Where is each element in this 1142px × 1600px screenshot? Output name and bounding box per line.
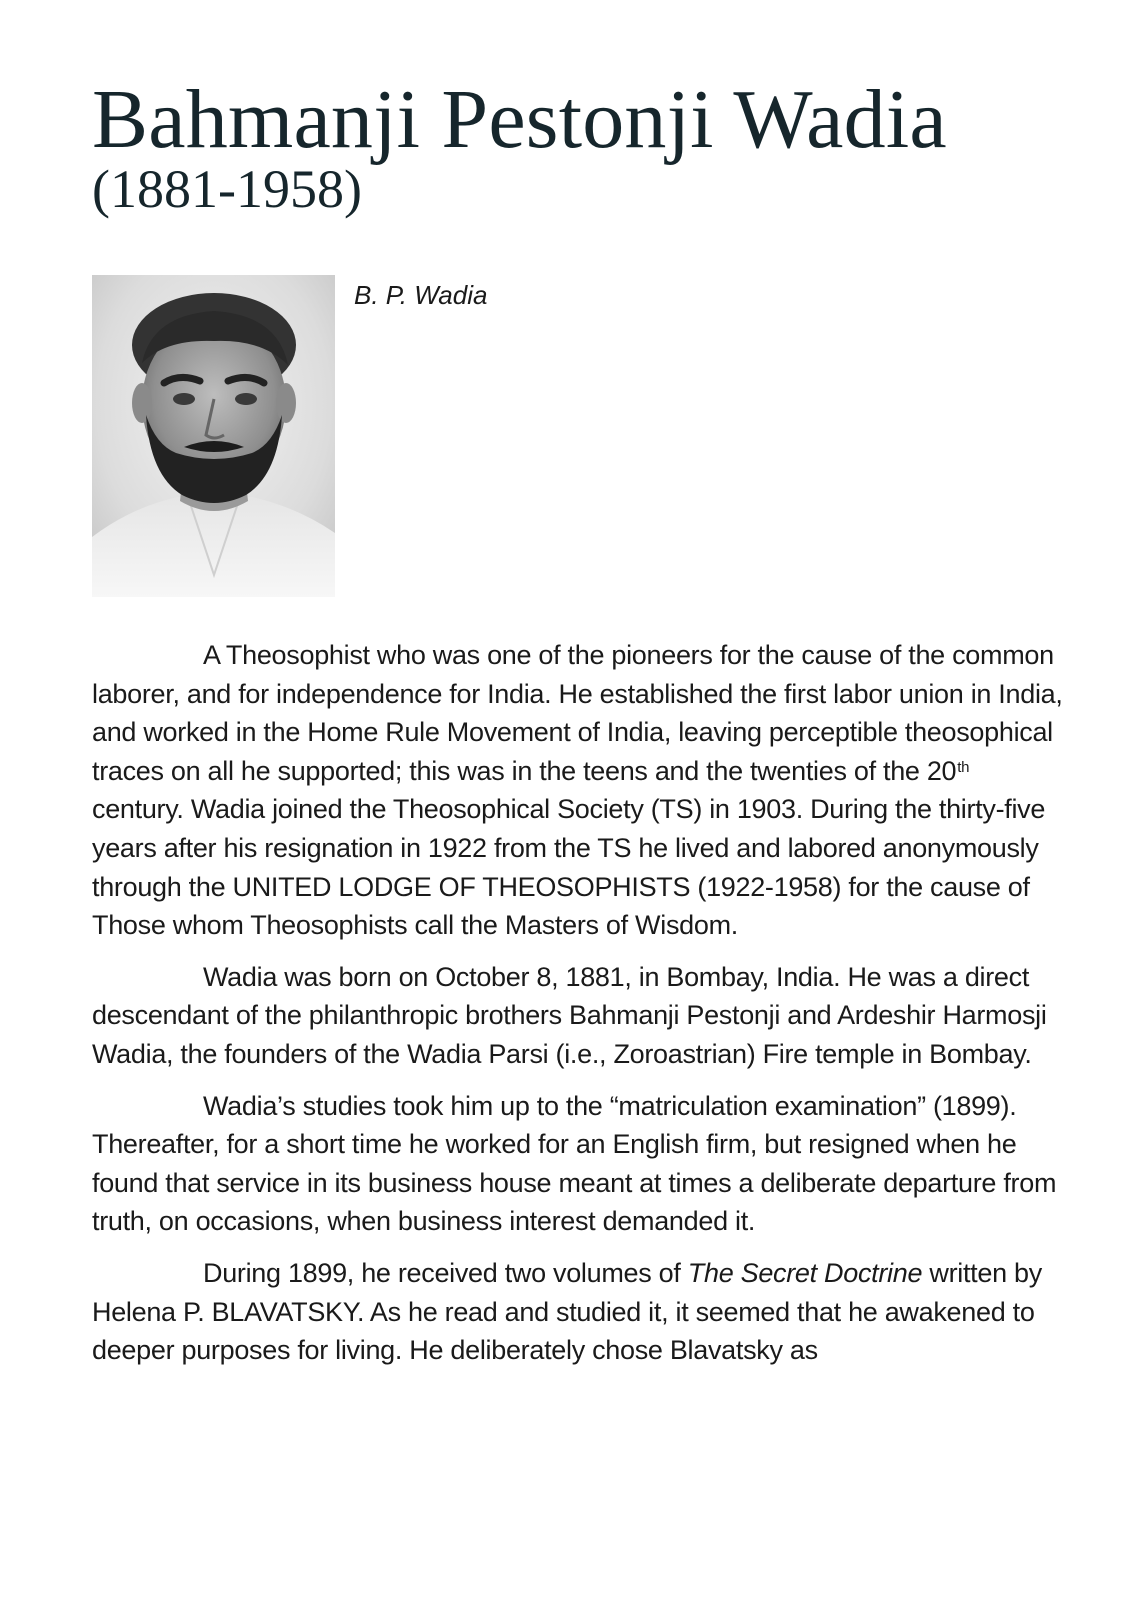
paragraph-2: Wadia was born on October 8, 1881, in Bombay, India. He was a direct descendant of the philanthropic brothers Bahmanji Pestonji and Ardeshir Harmosji Wadia, the founders of the Wadia Parsi (i.e., Zoroastrian) Fire temple in Bombay.: [92, 961, 1047, 1069]
paragraph-4: [92, 1254, 1067, 1370]
page-title: Bahmanji Pestonji Wadia: [92, 73, 947, 166]
portrait-photo: [92, 275, 335, 597]
life-dates: (1881-1958): [92, 159, 362, 219]
paragraph-1-text-a: A Theosophist who was one of the pioneers for the cause of the common laborer, and for independence for India. He established the first labor union in India, and worked in the Home Rule Movement of India, leaving perceptible theosophical traces on all he supported; this was in the teens and the twenties of the 20: [92, 640, 1063, 786]
paragraph-1-text-b: century. Wadia joined the Theosophical Society (TS) in 1903. During the thirty-five years after his resignation in 1922 from the TS he lived and labored anonymously through the UNITED LODGE OF THEOSOPHISTS (1922-1958) for the cause of Those whom Theosophists call the Masters of Wisdom.: [92, 794, 1046, 941]
ordinal-suffix: th: [957, 758, 970, 776]
photo-caption: B. P. Wadia: [354, 280, 488, 310]
biography-body: [92, 636, 1067, 1383]
portrait-image: [92, 275, 335, 597]
paragraph-4-text-b: written by Helena P. BLAVATSKY. As he read and studied it, it seemed that he awakened to deeper purposes for living. He deliberately chose Blavatsky as: [92, 1257, 1042, 1366]
book-title: The Secret Doctrine: [687, 1257, 923, 1288]
paragraph-4-text-a: During 1899, he received two volumes of: [203, 1257, 688, 1288]
paragraph-3: Wadia’s studies took him up to the “matriculation examination” (1899). Thereafter, for a short time he worked for an English firm, but resigned when he found that service in its business house meant at times a deliberate departure from truth, on occasions, when business interest demanded it.: [92, 1090, 1057, 1237]
paragraph-1: [92, 636, 1067, 945]
